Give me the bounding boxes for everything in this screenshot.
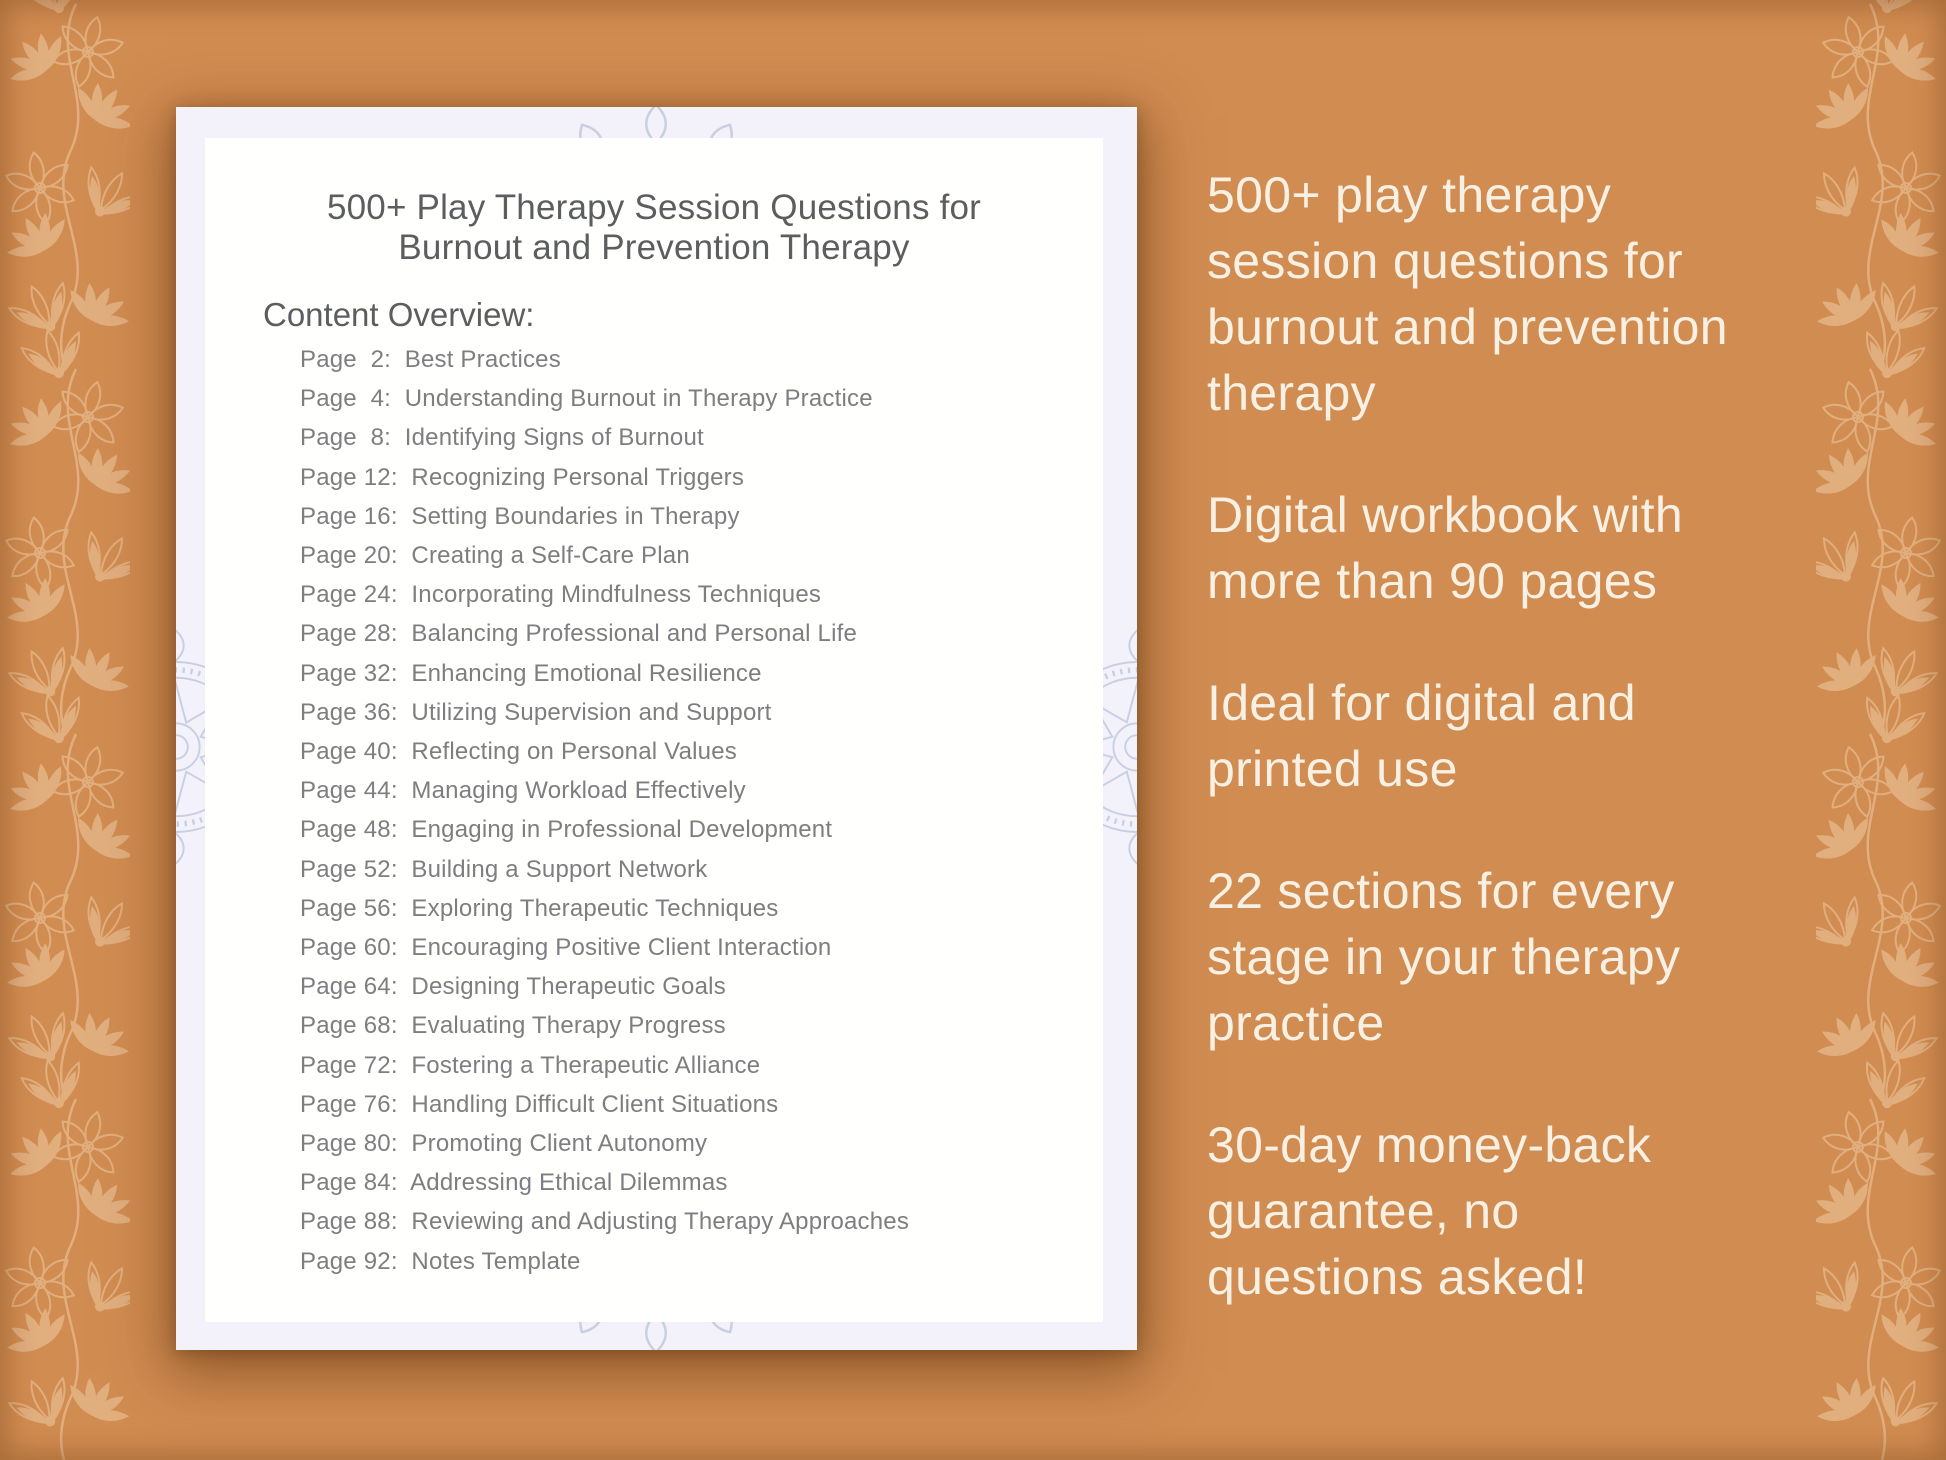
benefit-line: 22 sections for every (1207, 863, 1675, 919)
toc-item: Page 68: Evaluating Therapy Progress (300, 1012, 726, 1040)
benefit-item (1207, 162, 1847, 426)
toc-item: Page 28: Balancing Professional and Personal Life (300, 620, 858, 648)
benefit-line: 500+ play therapy (1207, 167, 1612, 223)
toc-item: Page 4: Understanding Burnout in Therapy Practice (300, 385, 873, 413)
benefit-item (1207, 1112, 1847, 1310)
benefit-item (1207, 482, 1847, 614)
toc-item: Page 72: Fostering a Therapeutic Alliance (300, 1051, 761, 1079)
benefit-line: guarantee, no (1207, 1183, 1520, 1239)
toc-item: Page 2: Best Practices (300, 346, 561, 373)
content-overview-heading: Content Overview: (263, 296, 535, 333)
toc-list (300, 340, 909, 1281)
toc-item: Page 12: Recognizing Personal Triggers (300, 463, 745, 491)
document-title-line: Burnout and Prevention Therapy (398, 228, 910, 267)
toc-item: Page 92: Notes Template (300, 1247, 581, 1275)
document-title (225, 188, 1083, 268)
benefit-item (1207, 858, 1847, 1056)
benefit-line: burnout and prevention (1207, 299, 1728, 355)
toc-item: Page 56: Exploring Therapeutic Techniques (300, 894, 779, 922)
benefit-line: therapy (1207, 365, 1376, 421)
benefit-line: more than 90 pages (1207, 553, 1658, 609)
toc-item: Page 64: Designing Therapeutic Goals (300, 973, 726, 1001)
floral-border-left-icon (0, 0, 130, 1460)
document-page (205, 138, 1103, 1322)
benefit-line: questions asked! (1207, 1249, 1588, 1305)
toc-item: Page 36: Utilizing Supervision and Support (300, 698, 772, 726)
toc-item: Page 40: Reflecting on Personal Values (300, 738, 737, 766)
toc-item: Page 84: Addressing Ethical Dilemmas (300, 1169, 728, 1197)
toc-item: Page 48: Engaging in Professional Development (300, 816, 833, 844)
benefit-line: Ideal for digital and (1207, 675, 1636, 731)
benefit-line: Digital workbook with (1207, 487, 1683, 543)
benefit-line: stage in your therapy (1207, 929, 1681, 985)
toc-item: Page 44: Managing Workload Effectively (300, 777, 746, 805)
benefit-line: 30-day money-back (1207, 1117, 1652, 1173)
toc-item: Page 60: Encouraging Positive Client Interaction (300, 934, 832, 962)
toc-item: Page 52: Building a Support Network (300, 855, 708, 883)
toc-item: Page 24: Incorporating Mindfulness Techniques (300, 581, 822, 609)
toc-item: Page 8: Identifying Signs of Burnout (300, 424, 704, 452)
benefit-line: session questions for (1207, 233, 1684, 289)
benefit-item (1207, 670, 1847, 802)
benefit-line: printed use (1207, 741, 1458, 797)
workbook-cover-sheet (176, 107, 1137, 1350)
toc-item: Page 80: Promoting Client Autonomy (300, 1130, 708, 1158)
document-title-line: 500+ Play Therapy Session Questions for (326, 188, 982, 227)
toc-item: Page 20: Creating a Self-Care Plan (300, 542, 690, 570)
benefits-list (1207, 162, 1847, 1366)
benefit-line: practice (1207, 995, 1385, 1051)
toc-item: Page 76: Handling Difficult Client Situations (300, 1090, 779, 1118)
toc-item: Page 32: Enhancing Emotional Resilience (300, 659, 762, 687)
toc-item: Page 16: Setting Boundaries in Therapy (300, 502, 740, 530)
toc-item: Page 88: Reviewing and Adjusting Therapy Approaches (300, 1208, 910, 1236)
